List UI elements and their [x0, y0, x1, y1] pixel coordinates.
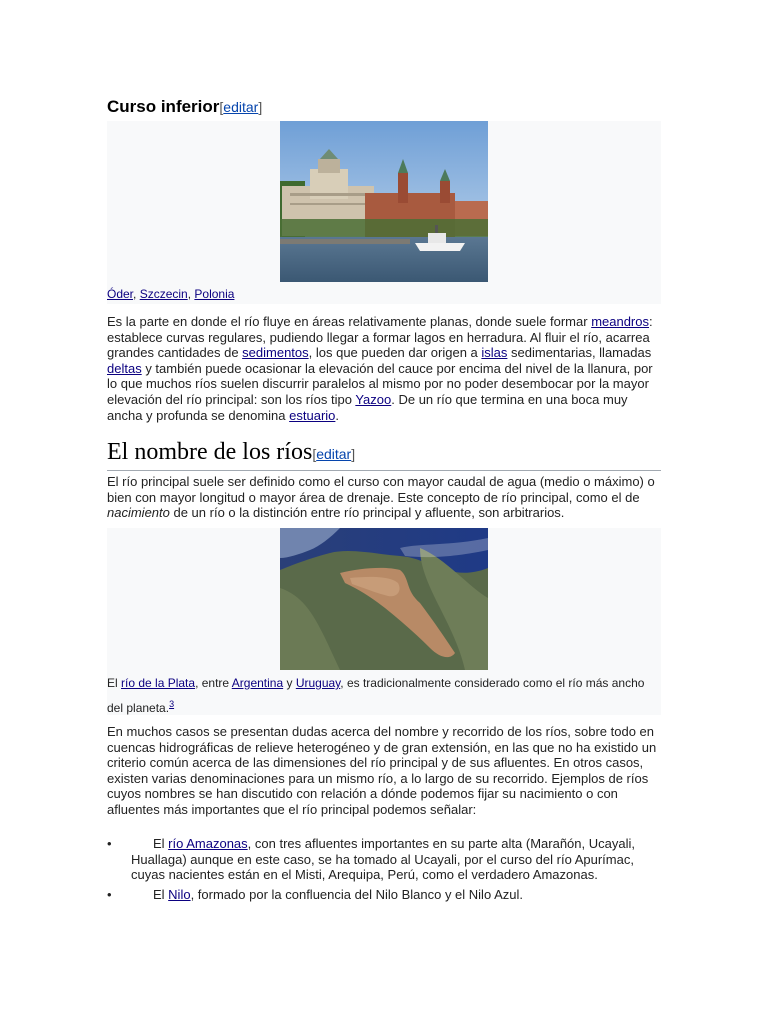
link-sedimentos[interactable]: sedimentos	[242, 345, 309, 361]
link-szczecin[interactable]: Szczecin	[139, 287, 188, 301]
szczecin-city-photo[interactable]	[280, 121, 488, 282]
link-islas[interactable]: islas	[481, 345, 508, 361]
figure-caption: El río de la Plata, entre Argentina y Uruguay, es tradicionalmente considerado como el río más ancho del planeta.$^3$	[107, 676, 645, 715]
section-title-curso-inferior	[107, 97, 262, 117]
figure-caption: Óder, Szczecin, Polonia	[107, 287, 235, 301]
edit-section-link[interactable]: editar	[316, 446, 352, 462]
link-oder[interactable]: Óder	[107, 287, 134, 301]
link-meandros[interactable]: meandros	[591, 314, 649, 329]
link-yazoo[interactable]: Yazoo	[355, 391, 392, 407]
link-rio-amazonas[interactable]: río Amazonas	[168, 836, 248, 851]
bullet-icon: •	[107, 836, 112, 851]
paragraph-dudas-nombres: En muchos casos se presentan dudas acerca del nombre y recorrido de los ríos, sobre todo en cuencas hidrográficas de relieve heterogéneo y de gran extensión, en las que no ha existido un criterio común acerca de las dimensiones del río principal y de sus afluentes. En otros casos, existen varias denominaciones para un mismo río, a lo largo de su recorrido. Ejemplos de ríos cuyos nombres se han discutido con relación a dónde podemos fijar su nacimiento o con afluentes más importantes que el río principal podemos señalar:	[107, 724, 657, 817]
figure-szczecin	[107, 121, 661, 304]
edit-section-link-wrapper: [editar]	[219, 99, 263, 115]
edit-section-link-wrapper: [editar]	[312, 446, 356, 462]
section-heading-text: El nombre de los ríos	[107, 439, 313, 465]
section-heading-nombre-rios	[107, 438, 661, 471]
list-item: • El río Amazonas, con tres afluentes importantes en su parte alta (Marañón, Ucayali, Huallaga) aunque en este caso, se ha tomado al Ucayali, por el curso del río Apurímac, cuyas nacientes están en el Misti, Arequipa, Perú, como el verdadero Amazonas.	[107, 836, 635, 883]
rivers-list	[107, 836, 663, 906]
link-rio-de-la-plata[interactable]: río de la Plata	[121, 676, 196, 690]
link-deltas[interactable]: deltas	[107, 360, 142, 376]
rio-de-la-plata-satellite-photo[interactable]	[280, 528, 488, 670]
link-uruguay[interactable]: Uruguay	[295, 676, 341, 690]
link-nilo[interactable]: Nilo	[168, 886, 191, 902]
paragraph-rio-principal: El río principal suele ser definido como el curso con mayor caudal de agua (medio o máximo) o bien con mayor longitud o mayor área de drenaje. Este concepto de río principal, como el de nacimiento de un río o la distinción entre río principal y afluente, son arbitrarios.	[107, 474, 655, 521]
bullet-icon: •	[107, 886, 112, 902]
link-argentina[interactable]: Argentina	[231, 676, 284, 690]
figure-rio-de-la-plata	[107, 528, 661, 715]
link-polonia[interactable]: Polonia	[194, 287, 235, 301]
link-estuario[interactable]: estuario	[289, 407, 336, 423]
list-item: • El Nilo, formado por la confluencia del Nilo Blanco y el Nilo Azul.	[107, 886, 523, 902]
paragraph-curso-inferior: Es la parte en donde el río fluye en áreas relativamente planas, donde suele formar meandros: establece curvas regulares, pudiendo llegar a formar lagos en herradura. Al fluir el río, acarrea grandes cantidades de sedimentos, los que pueden dar origen a islas sedimentarias, llamadas deltas y también puede ocasionar la elevación del cauce por encima del nivel de la llanura, por lo que muchos ríos suelen discurrir paralelos al mismo por no poder desembocar por la mayor elevación del río principal: son los ríos tipo Yazoo. De un río que termina en una boca muy ancha y profunda se denomina estuario.	[107, 314, 653, 423]
edit-section-link[interactable]: editar	[223, 99, 259, 115]
section-title-text: Curso inferior	[107, 97, 220, 116]
term-nacimiento: nacimiento	[107, 505, 170, 521]
reference-link[interactable]: 3	[169, 699, 175, 709]
